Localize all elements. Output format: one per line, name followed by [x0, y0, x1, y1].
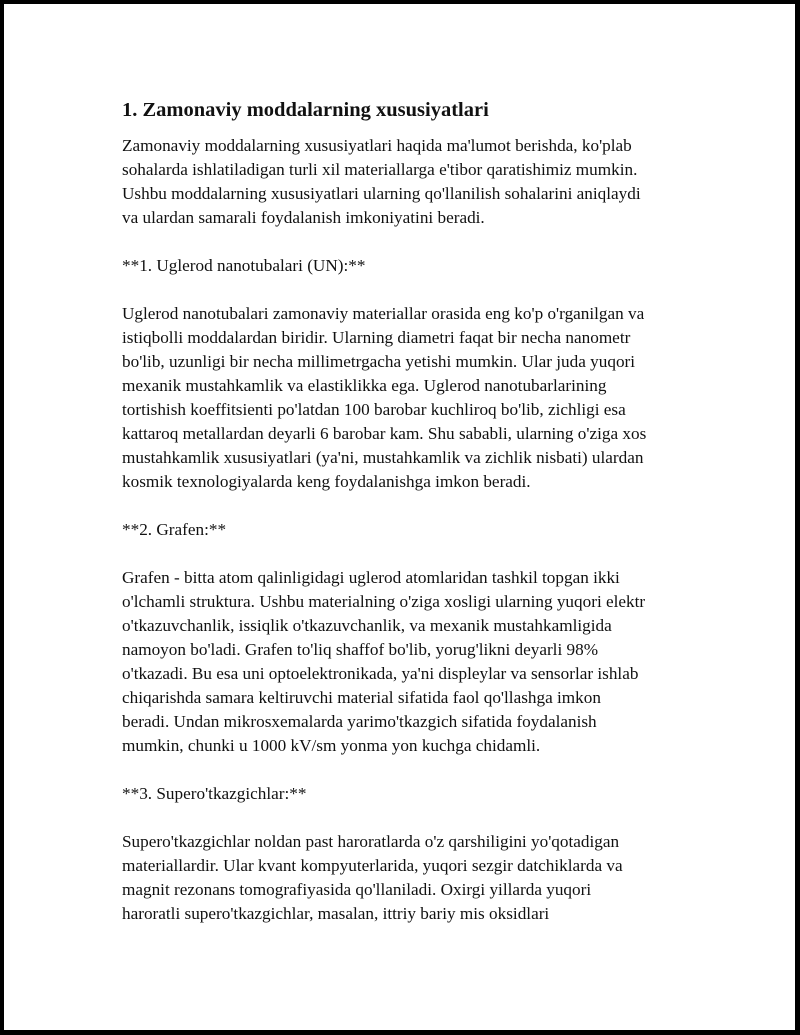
- paragraph-line: kattaroq metallardan deyarli 6 barobar kam. Shu sababli, ularning o'ziga xos: [122, 424, 647, 443]
- spacer: [122, 542, 702, 566]
- paragraph-line: Supero'tkazgichlar noldan past haroratlarda o'z qarshiligini yo'qotadigan: [122, 832, 620, 851]
- section-paragraph: [122, 830, 702, 926]
- paragraph-line: chiqarishda samara keltiruvchi material sifatida faol qo'llashga imkon: [122, 688, 601, 707]
- section-paragraph: [122, 566, 702, 758]
- paragraph-line: Zamonaviy moddalarning xususiyatlari haqida ma'lumot berishda, ko'plab: [122, 136, 632, 155]
- paragraph-line: namoyon bo'ladi. Grafen to'liq shaffof bo'lib, yorug'likni deyarli 98%: [122, 640, 599, 659]
- intro-paragraph: [122, 134, 702, 230]
- spacer: [122, 494, 702, 518]
- section-heading: **1. Uglerod nanotubalari (UN):**: [122, 256, 366, 275]
- section-paragraph: [122, 302, 702, 494]
- paragraph-line: o'tkazuvchanlik, issiqlik o'tkazuvchanlik, va mexanik mustahkamligida: [122, 616, 612, 635]
- paragraph-line: Uglerod nanotubalari zamonaviy materiallar orasida eng ko'p o'rganilgan va: [122, 304, 645, 323]
- section-heading: **3. Supero'tkazgichlar:**: [122, 784, 307, 803]
- document-title: 1. Zamonaviy moddalarning xususiyatlari: [122, 99, 489, 121]
- paragraph-line: o'tkazadi. Bu esa uni optoelektronikada, ya'ni displeylar va sensorlar ishlab: [122, 664, 639, 683]
- paragraph-line: mustahkamlik xususiyatlari (ya'ni, mustahkamlik va zichlik nisbati) ulardan: [122, 448, 644, 467]
- paragraph-line: beradi. Undan mikrosxemalarda yarimo'tkazgich sifatida foydalanish: [122, 712, 597, 731]
- paragraph-line: va ulardan samarali foydalanish imkoniyatini beradi.: [122, 208, 485, 227]
- paragraph-line: materiallardir. Ular kvant kompyuterlarida, yuqori sezgir datchiklarda va: [122, 856, 623, 875]
- spacer: [122, 124, 702, 134]
- spacer: [122, 806, 702, 830]
- paragraph-line: magnit rezonans tomografiyasida qo'llaniladi. Oxirgi yillarda yuqori: [122, 880, 592, 899]
- paragraph-line: o'lchamli struktura. Ushbu materialning o'ziga xosligi ularning yuqori elektr: [122, 592, 646, 611]
- paragraph-line: bo'lib, uzunligi bir necha millimetrgacha yetishi mumkin. Ular juda yuqori: [122, 352, 636, 371]
- paragraph-line: tortishish koeffitsienti po'latdan 100 barobar kuchliroq bo'lib, zichligi esa: [122, 400, 626, 419]
- paragraph-line: Grafen - bitta atom qalinligidagi uglerod atomlaridan tashkil topgan ikki: [122, 568, 620, 587]
- paragraph-line: mexanik mustahkamlik va elastiklikka ega. Uglerod nanotubarlarining: [122, 376, 607, 395]
- paragraph-line: kosmik texnologiyalarda keng foydalanishga imkon beradi.: [122, 472, 531, 491]
- paragraph-line: haroratli supero'tkazgichlar, masalan, ittriy bariy mis oksidlari: [122, 904, 550, 923]
- paragraph-line: mumkin, chunki u 1000 kV/sm yonma yon kuchga chidamli.: [122, 736, 541, 755]
- document-body: [122, 96, 702, 926]
- spacer: [122, 230, 702, 254]
- paragraph-line: Ushbu moddalarning xususiyatlari ularning qo'llanilish sohalarini aniqlaydi: [122, 184, 641, 203]
- spacer: [122, 278, 702, 302]
- paragraph-line: sohalarda ishlatiladigan turli xil materiallarga e'tibor qaratishimiz mumkin.: [122, 160, 638, 179]
- spacer: [122, 758, 702, 782]
- paragraph-line: istiqbolli moddalardan biridir. Ularning diametri faqat bir necha nanometr: [122, 328, 631, 347]
- section-heading: **2. Grafen:**: [122, 520, 227, 539]
